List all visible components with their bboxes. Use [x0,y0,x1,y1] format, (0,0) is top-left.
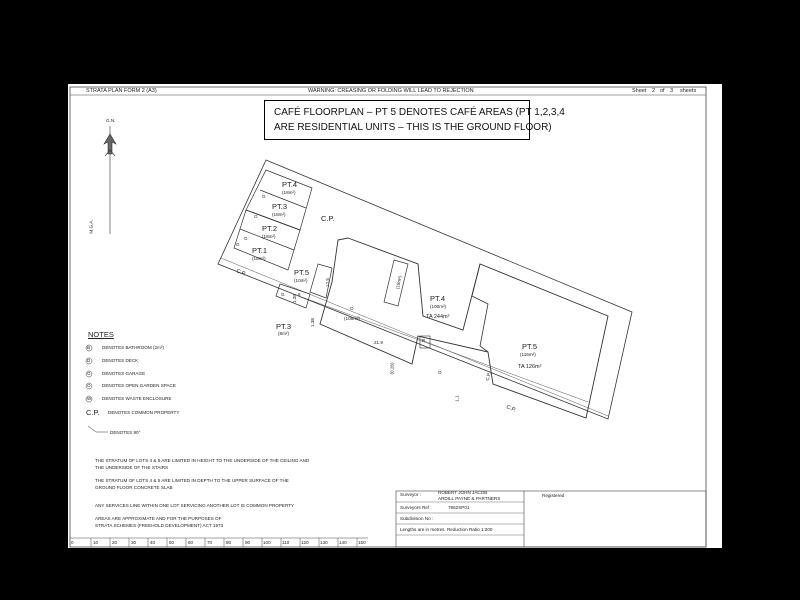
registered-label: Registered [542,493,565,498]
unit-pt4-area: (18m²) [282,190,296,195]
unit-pt3-name: PT.3 [272,202,288,211]
cp-left: C.P. [235,268,247,278]
cp-text: DENOTES COMMON PROPERTY [108,410,180,415]
dim-5: (0.26) [389,362,395,375]
scale-110: 110 [282,540,290,545]
scale-50: 50 [169,540,175,545]
sheet-total: 3 [670,88,674,94]
surveyor-firm: ARDILL PAYNE & PARTNERS [438,496,501,501]
scale-0: 0 [71,540,74,545]
cp-main: C.P. [321,214,335,223]
legend-text-2: DENOTES GARAGE [102,371,146,376]
note-p1b: THE UNDERSIDE OF THE STAIRS [95,465,169,470]
pt4-big-area: (100m²) [430,304,447,309]
unit-pt3-sym: G [254,214,258,219]
surveyor-label: Surveyor : [400,492,421,497]
north-label: G.N. [106,118,116,123]
scale-70: 70 [207,540,213,545]
lengths-note: Lengths are in metres. Reduction Ratio 1:200 [400,527,493,532]
open-space-area: (108m²) [344,316,361,321]
scale-30: 30 [131,540,137,545]
dim-7: 12.5 [324,278,330,287]
sheet-unit: sheets [680,88,697,94]
lots-1-4 [234,170,312,270]
pt4-big-name: PT.4 [430,294,446,303]
legend-sym-2: G [87,371,91,376]
building-outline [320,238,608,418]
cp-symbol: C.P. [86,408,100,417]
unit-pt3-area: (18m²) [272,212,286,217]
unit-pt4-sym: G [262,194,266,199]
unit-pt1-sym: G [236,242,240,247]
scale-10: 10 [93,540,99,545]
legend-sym-3: O [87,383,91,388]
surveyor-name: ROBERT JOHN JACOB [438,490,488,495]
pt5-small-area: (10m²) [294,278,308,283]
dim-3: 1.38 [309,318,315,327]
scale-100: 100 [263,540,271,545]
angle-text: DENOTES 90° [110,430,141,435]
unit-pt2-sym: G [244,236,248,241]
stair-area-label: (18m²) [394,275,403,290]
scale-40: 40 [150,540,156,545]
subdivision-label: Subdivision No : [400,516,434,521]
scale-120: 120 [301,540,309,545]
dim-1: 1.38 [291,294,297,303]
note-p3: ANY SERVICES LINE WITHIN ONE LOT SERVICING ANOTHER LOT IS COMMON PROPERTY [95,503,295,508]
unit-pt2-area: (18m²) [262,234,276,239]
scale-80: 80 [226,540,232,545]
scale-140: 140 [339,540,347,545]
ref-value: 7862SP01 [448,505,470,510]
note-p2a: THE STRATUM OF LOTS 4 & 5 ARE LIMITED IN DEPTH TO THE UPPER SURFACE OF THE [95,478,289,483]
sym-g-small: G [281,292,285,297]
sym-o-small: O [438,370,442,375]
notes-heading: NOTES [88,330,114,339]
legend-sym-4: W [87,396,92,401]
legend-text-0: DENOTES BATHROOM (2m²) [102,345,164,350]
note-p4b: STRATA SCHEMES (FREEHOLD DEVELOPMENT) ACT 1973 [95,523,224,528]
pt4-big-ta: TA 244m² [426,314,450,320]
sym-cp-small: C.P. [484,371,492,382]
pt5-big-name: PT.5 [522,342,538,351]
sheet-of: of [660,88,665,94]
pt3-small-name: PT.3 [276,322,292,331]
legend-sym-1: D [87,358,91,363]
unit-pt2-name: PT.2 [262,224,278,233]
form-label: STRATA PLAN FORM 2 (A3) [86,88,157,94]
title-box [264,100,565,140]
sym-b-small: B [422,338,426,343]
unit-pt1-name: PT.1 [252,246,268,255]
note-p4a: AREAS ARE APPROXIMATE AND FOR THE PURPOSES OF [95,516,222,521]
scale-90: 90 [245,540,251,545]
warning-label: WARNING: CREASING OR FOLDING WILL LEAD TO REJECTION [308,88,474,94]
strata-plan-sheet [68,84,722,548]
note-p2b: GROUND FLOOR CONCRETE SLAB [95,485,173,490]
open-space-sym: O [350,306,354,311]
sheet-label: Sheet [632,88,647,94]
dim-4: 21.9 [374,340,383,345]
pt5-big-ta: TA 126m² [518,364,542,370]
scale-150: 150 [358,540,366,545]
ref-label: Surveyors Ref : [400,505,432,510]
north-arrow [104,126,116,234]
title-line-2: ARE RESIDENTIAL UNITS – THIS IS THE GROUND FLOOR) [274,122,552,133]
scale-60: 60 [188,540,194,545]
legend-text-3: DENOTES OPEN GARDEN SPACE [102,383,176,388]
dim-2: 6 [298,292,301,297]
note-p1a: THE STRATUM OF LOTS 4 & 5 ARE LIMITED IN HEIGHT TO THE UNDERSIDE OF THE CEILING AND [95,458,310,463]
legend-text-4: DENOTES WASTE ENCLOSURE [102,396,172,401]
pt5-small-name: PT.5 [294,268,310,277]
dim-6: 1.1 [454,395,460,402]
title-line-1: CAFÉ FLOORPLAN – PT 5 DENOTES CAFÉ AREAS (PT 1,2,3,4 [274,107,565,118]
pt3-small-area: (8m²) [278,331,289,336]
legend-text-1: DENOTES DECK [102,358,139,363]
unit-pt1-area: (18m²) [252,256,266,261]
mga-label: M.G.A. [88,219,94,234]
legend-sym-0: B [87,345,91,350]
property-boundary [218,160,632,419]
cp-bottom: C.P. [505,404,517,414]
pt4-pt5-divider [472,264,488,352]
scale-20: 20 [112,540,118,545]
unit-pt4-name: PT.4 [282,180,298,189]
pt5-big-area: (116m²) [520,352,536,357]
boundary-offset [221,258,608,416]
sheet-num: 2 [652,88,656,94]
scale-130: 130 [320,540,328,545]
